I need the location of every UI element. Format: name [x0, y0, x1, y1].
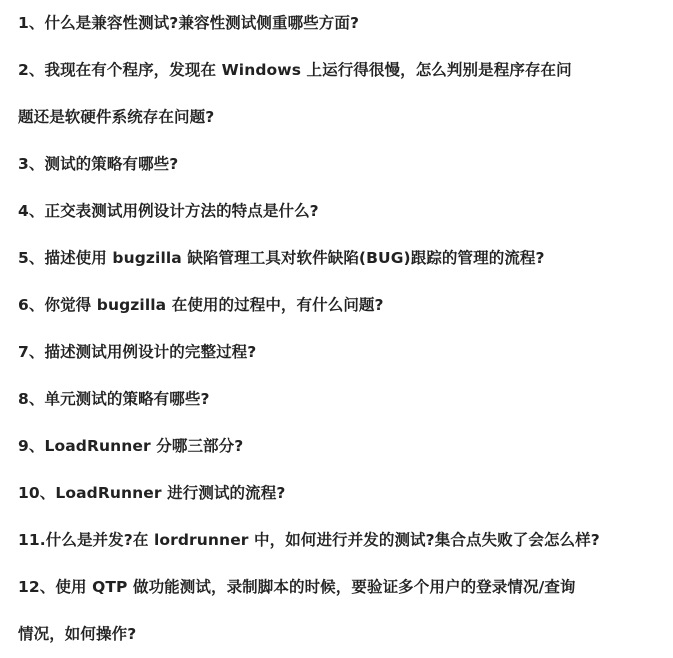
question-text: 7、描述测试用例设计的完整过程? — [18, 343, 257, 361]
question-5 — [18, 235, 658, 282]
question-text-continued: 情况，如何操作? — [18, 625, 137, 643]
question-text: 8、单元测试的策略有哪些? — [18, 390, 210, 408]
question-1 — [18, 0, 658, 47]
question-4 — [18, 188, 658, 235]
question-text: 10、LoadRunner 进行测试的流程? — [18, 484, 286, 502]
question-text: 6、你觉得 bugzilla 在使用的过程中，有什么问题? — [18, 296, 384, 314]
question-7 — [18, 329, 658, 376]
question-text: 12、使用 QTP 做功能测试，录制脚本的时候，要验证多个用户的登录情况/查询 — [18, 578, 576, 596]
question-11 — [18, 517, 658, 564]
question-list — [18, 0, 658, 658]
question-text: 9、LoadRunner 分哪三部分? — [18, 437, 244, 455]
question-text: 2、我现在有个程序，发现在 Windows 上运行得很慢，怎么判别是程序存在问 — [18, 61, 572, 79]
question-6 — [18, 282, 658, 329]
question-text: 4、正交表测试用例设计方法的特点是什么? — [18, 202, 319, 220]
question-text-continued: 题还是软硬件系统存在问题? — [18, 108, 215, 126]
question-12 — [18, 564, 658, 658]
question-9 — [18, 423, 658, 470]
question-2 — [18, 47, 658, 141]
question-text: 1、什么是兼容性测试?兼容性测试侧重哪些方面? — [18, 14, 360, 32]
question-text: 3、测试的策略有哪些? — [18, 155, 179, 173]
question-10 — [18, 470, 658, 517]
question-text: 11.什么是并发?在 lordrunner 中，如何进行并发的测试?集合点失败了会怎么样? — [18, 531, 600, 549]
question-8 — [18, 376, 658, 423]
question-text: 5、描述使用 bugzilla 缺陷管理工具对软件缺陷(BUG)跟踪的管理的流程? — [18, 249, 545, 267]
question-3 — [18, 141, 658, 188]
